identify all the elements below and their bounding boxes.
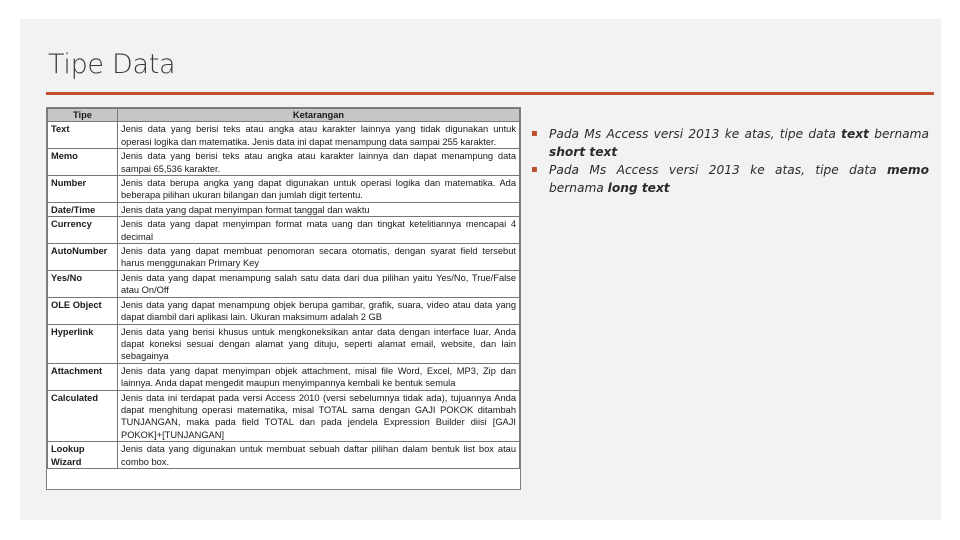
table-row: [48, 442, 520, 469]
cell-desc: Jenis data yang berisi teks atau angka atau karakter lainnya dan dapat menampung data sampai 65,536 karakter.: [118, 149, 520, 176]
cell-type: Calculated: [48, 390, 118, 442]
table-row: [48, 324, 520, 363]
cell-type: Date/Time: [48, 202, 118, 216]
header-ketarangan: Ketarangan: [118, 109, 520, 122]
bullet-keyword: short text: [549, 145, 618, 159]
table-row: [48, 149, 520, 176]
header-tipe: Tipe: [48, 109, 118, 122]
cell-type: Memo: [48, 149, 118, 176]
cell-desc: Jenis data berupa angka yang dapat digunakan untuk operasi logika dan matematika. Ada beberapa pilihan ukuran bilangan dan jumlah digit tertentu.: [118, 176, 520, 203]
cell-type: Currency: [48, 217, 118, 244]
table-row: [48, 122, 520, 149]
data-type-table: [46, 107, 521, 490]
bullet-text: bernama: [549, 181, 608, 195]
slide: [20, 19, 941, 520]
cell-type: AutoNumber: [48, 244, 118, 271]
cell-type: OLE Object: [48, 297, 118, 324]
bullet-item: [527, 161, 929, 197]
cell-desc: Jenis data ini terdapat pada versi Access 2010 (versi sebelumnya tidak ada), tujuannya Anda dapat menghitung operasi matematika, misal TOTAL sama dengan GAJI POKOK ditambah TUNJANGAN, maka pada field TOTAL dan pada jendela Expression Builder diisi [GAJI POKOK]+[TUNJANGAN]: [118, 390, 520, 442]
cell-type: Attachment: [48, 363, 118, 390]
title-divider: [46, 92, 934, 95]
table-row: [48, 390, 520, 442]
cell-type: Hyperlink: [48, 324, 118, 363]
cell-desc: Jenis data yang dapat menyimpan format mata uang dan tingkat ketelitiannya mencapai 4 decimal: [118, 217, 520, 244]
slide-title: Tipe Data: [48, 49, 176, 80]
table-header-row: [48, 109, 520, 122]
table-row: [48, 363, 520, 390]
cell-desc: Jenis data yang dapat menampung salah satu data dari dua pilihan yaitu Yes/No, True/False atau On/Off: [118, 270, 520, 297]
cell-desc: Jenis data yang dapat menyimpan format tanggal dan waktu: [118, 202, 520, 216]
cell-type: Yes/No: [48, 270, 118, 297]
cell-desc: Jenis data yang dapat menampung objek berupa gambar, grafik, suara, video atau data yang dapat diambil dari aplikasi lain. Ukuran maksimum adalah 2 GB: [118, 297, 520, 324]
table-row: [48, 270, 520, 297]
bullet-text: Pada Ms Access versi 2013 ke atas, tipe data: [549, 127, 842, 141]
cell-desc: Jenis data yang berisi khusus untuk mengkoneksikan antar data dengan interface luar. Anda dapat koneksi sesuai dengan alamat yang dituju, seperti alamat email, website, dan lain sebagainya: [118, 324, 520, 363]
bullet-icon: ▪: [531, 128, 538, 139]
table-row: [48, 176, 520, 203]
cell-desc: Jenis data yang berisi teks atau angka atau karakter lainnya yang tidak digunakan untuk operasi logika dan matematika. Jenis data ini dapat menampung data sampai 255 karakter.: [118, 122, 520, 149]
table-row: [48, 202, 520, 216]
cell-desc: Jenis data yang dapat menyimpan objek attachment, misal file Word, Excel, MP3, Zip dan lainnya. Anda dapat mengedit maupun menyimpannya kembali ke bentuk semula: [118, 363, 520, 390]
bullet-keyword: text: [841, 127, 869, 141]
cell-type: Text: [48, 122, 118, 149]
cell-type: Number: [48, 176, 118, 203]
table-row: [48, 297, 520, 324]
table-row: [48, 244, 520, 271]
bullet-text: Pada Ms Access versi 2013 ke atas, tipe data: [549, 163, 887, 177]
cell-desc: Jenis data yang digunakan untuk membuat sebuah daftar pilihan dalam bentuk list box atau combo box.: [118, 442, 520, 469]
bullet-icon: ▪: [531, 164, 538, 175]
bullet-keyword: long text: [607, 181, 670, 195]
bullet-text: bernama: [868, 127, 929, 141]
bullet-keyword: memo: [886, 163, 929, 177]
bullet-list: [527, 125, 929, 197]
cell-type: Lookup Wizard: [48, 442, 118, 469]
cell-desc: Jenis data yang dapat membuat penomoran secara otomatis, dengan syarat field tersebut harus menggunakan Primary Key: [118, 244, 520, 271]
bullet-item: [527, 125, 929, 161]
table-row: [48, 217, 520, 244]
